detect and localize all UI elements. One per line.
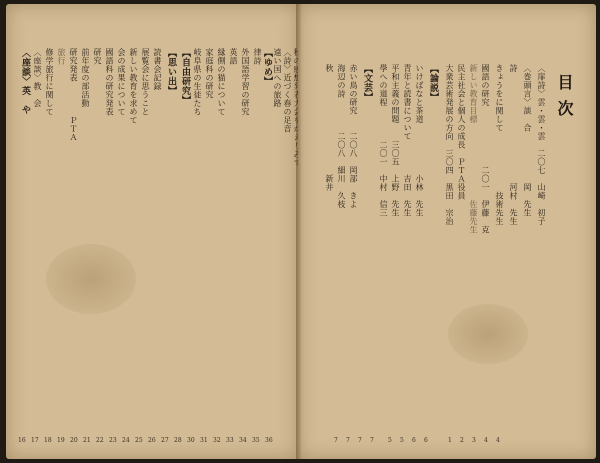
page-number: 25 bbox=[135, 437, 143, 444]
page-stain bbox=[46, 244, 136, 314]
page-number-row bbox=[298, 437, 596, 449]
page-number: 7 bbox=[358, 437, 362, 444]
section-heading: 【文芸】 bbox=[362, 64, 372, 102]
page-number: 7 bbox=[334, 437, 338, 444]
page-number: 21 bbox=[83, 437, 91, 444]
toc-entry: 旅行 bbox=[57, 48, 66, 65]
toc-entry: 赤い鳥の研究 二〇八 岡部 きよ bbox=[349, 64, 358, 209]
page-number: 20 bbox=[70, 437, 78, 444]
page-number: 4 bbox=[484, 437, 488, 444]
page-number: 19 bbox=[57, 437, 65, 444]
toc-entry: 展覧会に思うこと bbox=[141, 48, 150, 116]
toc-entry: 青年と読書について 吉田 先生 bbox=[403, 64, 412, 217]
toc-entry: 〈扉詩〉雲・雲・雲 二〇七 山崎 初子 bbox=[537, 64, 546, 226]
toc-entry: きょうをに関して 技術先生 bbox=[495, 64, 504, 226]
toc-entry: 國語の研究 二〇一 伊藤 克 bbox=[481, 64, 490, 234]
left-page bbox=[6, 4, 298, 459]
toc-entry: 読書会記録 bbox=[153, 48, 162, 91]
toc-entry: 会の成果について bbox=[117, 48, 126, 116]
toc-entry: 平和主義の問題 三〇五 上野 先生 bbox=[391, 64, 400, 217]
page-number: 5 bbox=[388, 437, 392, 444]
page-number: 32 bbox=[213, 437, 221, 444]
toc-entry: 新しい教育を求めて bbox=[129, 48, 138, 125]
toc-entry: 國語科の研究発表 bbox=[105, 48, 114, 116]
toc-entry: 律詩 bbox=[253, 48, 262, 65]
toc-entry: 新しい教育目標 佐藤先生 bbox=[469, 64, 478, 234]
page-number: 24 bbox=[122, 437, 130, 444]
section-heading: 【ゆめ】 bbox=[262, 48, 272, 86]
page-number: 6 bbox=[412, 437, 416, 444]
page-number: 16 bbox=[18, 437, 26, 444]
section-heading: 【思い出】 bbox=[166, 48, 176, 96]
page-number: 5 bbox=[400, 437, 404, 444]
toc-entry: 秋 新井 bbox=[325, 64, 334, 200]
page-number: 27 bbox=[161, 437, 169, 444]
toc-entry: 〈座談〉英 や bbox=[20, 48, 30, 115]
toc-entry: 英語 bbox=[229, 48, 238, 65]
toc-entry: 外国語学習の研究 bbox=[241, 48, 250, 116]
toc-entry: 民主社会と個人の成長 ＰＴＡ役員 bbox=[457, 64, 466, 200]
toc-entry: 〈巻頭言〉談 合 岡 先生 bbox=[523, 64, 532, 217]
page-number: 4 bbox=[496, 437, 500, 444]
section-heading: 【自由研究】 bbox=[180, 48, 190, 105]
page-number: 6 bbox=[424, 437, 428, 444]
page-number: 26 bbox=[148, 437, 156, 444]
toc-entry: 學への道程 二〇一 中村 信三 bbox=[379, 64, 388, 217]
toc-entry: いけばなと茶道 小林 先生 bbox=[415, 64, 424, 217]
book-spread bbox=[6, 4, 596, 459]
page-number: 28 bbox=[174, 437, 182, 444]
page-number: 17 bbox=[31, 437, 39, 444]
toc-entry: 遠い国への旅路 bbox=[273, 48, 282, 108]
page-number: 1 bbox=[448, 437, 452, 444]
toc-entry: 岐阜県の生徒たち bbox=[193, 48, 202, 116]
page-title: 目次 bbox=[555, 74, 574, 126]
page-number: 2 bbox=[460, 437, 464, 444]
page-number: 7 bbox=[370, 437, 374, 444]
toc-entry: 縁側の猫について bbox=[217, 48, 226, 116]
toc-entry: 前年度の部活動 bbox=[81, 48, 90, 108]
toc-entry: 研究発表 ＰＴＡ bbox=[69, 48, 78, 142]
page-number: 31 bbox=[200, 437, 208, 444]
section-heading: 【論説】 bbox=[428, 64, 438, 102]
toc-entry: 〈詩〉近づく春の足音 bbox=[283, 48, 292, 133]
page-number: 3 bbox=[472, 437, 476, 444]
toc-entry: 詩 河村 先生 bbox=[509, 64, 518, 226]
page-number: 7 bbox=[346, 437, 350, 444]
toc-entry: 家庭科の研究 bbox=[205, 48, 214, 99]
page-number: 22 bbox=[96, 437, 104, 444]
right-page bbox=[298, 4, 596, 459]
page-number: 36 bbox=[265, 437, 273, 444]
page-number: 30 bbox=[187, 437, 195, 444]
page-number: 18 bbox=[44, 437, 52, 444]
page-number: 23 bbox=[109, 437, 117, 444]
toc-entry: 研究 bbox=[93, 48, 102, 65]
toc-entry: 〈座談〉教 会 bbox=[33, 48, 42, 108]
toc-entry: 海辺の詩 二〇八 細川 久枝 bbox=[337, 64, 346, 209]
page-number: 33 bbox=[226, 437, 234, 444]
page-number-row bbox=[6, 437, 298, 449]
page-number: 35 bbox=[252, 437, 260, 444]
page-stain bbox=[448, 304, 528, 364]
toc-entry: 大衆芸術発展の方向 三〇四 黒田 宗治 bbox=[445, 64, 454, 226]
page-number: 34 bbox=[239, 437, 247, 444]
toc-entry: 修学旅行に関して bbox=[45, 48, 54, 116]
